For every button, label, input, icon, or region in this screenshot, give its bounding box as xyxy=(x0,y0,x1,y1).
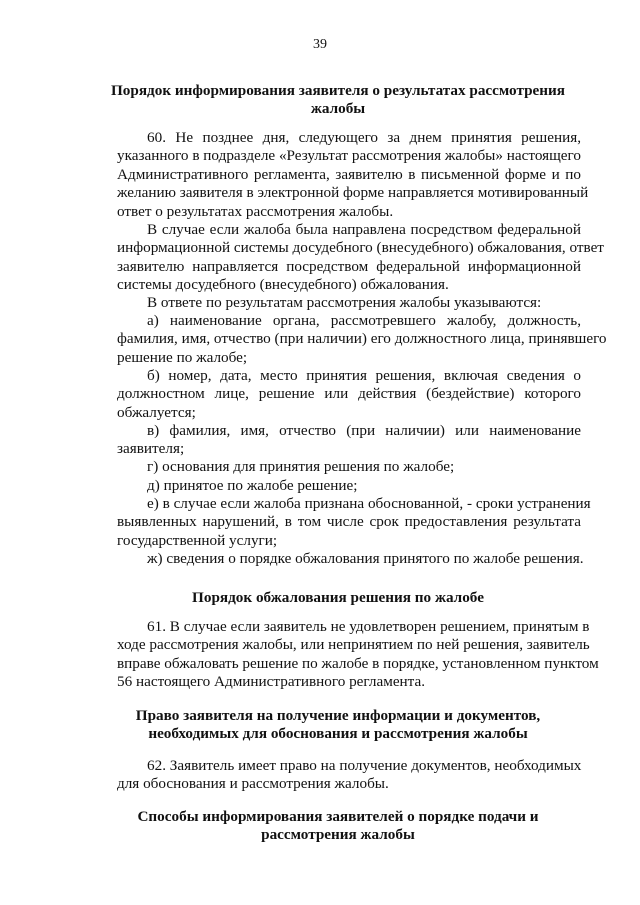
paragraph-answer-intro xyxy=(117,294,581,312)
text-line: указанного в подразделе «Результат рассмотрения жалобы» настоящего xyxy=(117,147,581,165)
text-line: г) основания для принятия решения по жалобе; xyxy=(147,458,455,475)
text-line: выявленных нарушений, в том числе срок предоставления результата xyxy=(117,513,581,531)
section-heading-informing-results xyxy=(95,82,581,118)
list-item-e xyxy=(117,495,591,550)
text-line: В ответе по результатам рассмотрения жалобы указываются: xyxy=(147,294,542,311)
heading-line: Порядок обжалования решения по жалобе xyxy=(192,589,484,606)
paragraph-61 xyxy=(117,618,599,692)
text-line: решение по жалобе; xyxy=(117,348,248,366)
section-heading-right-to-information xyxy=(95,707,581,743)
text-line: 61. В случае если заявитель не удовлетворен решением, принятым в xyxy=(147,618,590,635)
list-item-v xyxy=(117,422,581,459)
text-line: заявителю направляется посредством федеральной информационной xyxy=(117,257,581,275)
text-line: 62. Заявитель имеет право на получение документов, необходимых xyxy=(147,757,582,774)
text-line: для обоснования и рассмотрения жалобы. xyxy=(117,775,389,793)
list-item-b xyxy=(117,367,581,422)
text-line: д) принятое по жалобе решение; xyxy=(147,477,358,494)
text-line: должностном лице, решение или действия (бездействие) которого xyxy=(117,385,581,403)
paragraph-60 xyxy=(117,129,589,221)
text-line: обжалуется; xyxy=(117,403,196,421)
list-item-d xyxy=(117,477,581,495)
text-line: В случае если жалоба была направлена посредством федеральной xyxy=(147,221,581,238)
paragraph-62 xyxy=(117,757,581,794)
text-line: б) номер, дата, место принятия решения, включая сведения о xyxy=(147,367,581,384)
text-line: 56 настоящего Административного регламента. xyxy=(117,673,426,691)
text-line: ответ о результатах рассмотрения жалобы. xyxy=(117,202,394,220)
text-line: ж) сведения о порядке обжалования принятого по жалобе решения. xyxy=(147,550,584,567)
text-line: вправе обжаловать решение по жалобе в порядке, установленном пунктом xyxy=(117,654,599,672)
section-heading-appeal-decision xyxy=(95,589,581,607)
text-line: информационной системы досудебного (внесудебного) обжалования, ответ xyxy=(117,239,604,257)
text-line: в) фамилия, имя, отчество (при наличии) или наименование xyxy=(147,422,581,439)
text-line: заявителя; xyxy=(117,440,185,458)
text-line: системы досудебного (внесудебного) обжалования. xyxy=(117,276,449,294)
text-line: а) наименование органа, рассмотревшего жалобу, должность, xyxy=(147,312,581,329)
heading-line: необходимых для обоснования и рассмотрения жалобы xyxy=(148,725,528,742)
list-item-a xyxy=(117,312,607,367)
text-line: желанию заявителя в электронной форме направляется мотивированный xyxy=(117,184,589,202)
heading-line: жалобы xyxy=(310,100,366,117)
list-item-g xyxy=(117,458,581,476)
list-item-zh xyxy=(117,550,584,568)
text-line: ходе рассмотрения жалобы, или непринятием по ней решения, заявитель xyxy=(117,636,590,654)
page-number: 39 xyxy=(313,37,327,52)
paragraph-fgis-complaint xyxy=(117,221,604,295)
text-line: е) в случае если жалоба признана обоснованной, - сроки устранения xyxy=(147,495,591,512)
text-line: Административного регламента, заявителю в письменной форме и по xyxy=(117,165,581,183)
text-line: 60. Не позднее дня, следующего за днем принятия решения, xyxy=(147,129,581,146)
heading-line: Право заявителя на получение информации и документов, xyxy=(135,707,541,724)
text-line: государственной услуги; xyxy=(117,531,278,549)
heading-line: Способы информирования заявителей о порядке подачи и xyxy=(137,808,539,825)
heading-line: Порядок информирования заявителя о результатах рассмотрения xyxy=(110,82,566,99)
section-heading-informing-methods xyxy=(95,808,581,844)
text-line: фамилия, имя, отчество (при наличии) его должностного лица, принявшего xyxy=(117,330,607,348)
heading-line: рассмотрения жалобы xyxy=(261,826,415,843)
